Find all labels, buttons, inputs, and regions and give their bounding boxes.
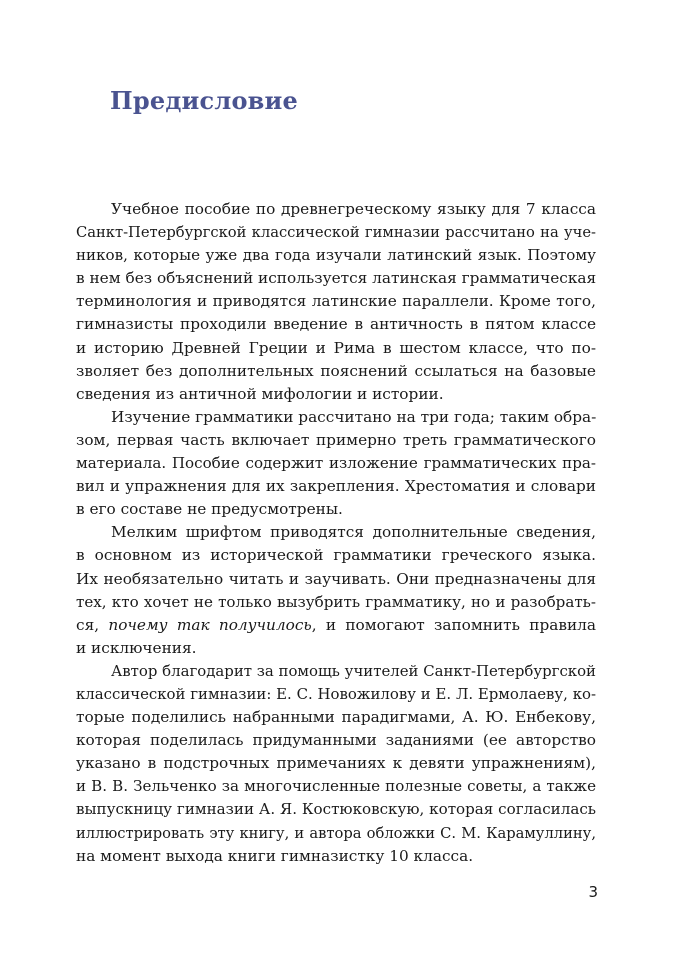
- text-line: торые поделились набранными парадигмами, А. Ю. Енбекову,: [76, 708, 596, 727]
- paragraph-1: [76, 198, 596, 406]
- text-line: в его составе не предусмотрены.: [76, 500, 343, 519]
- text-segment: ся,: [76, 615, 109, 634]
- text-line: материала. Пособие содержит изложение грамматических пра-: [76, 454, 596, 473]
- paragraph-3: [76, 521, 596, 660]
- text-line: сведения из античной мифологии и истории.: [76, 384, 444, 403]
- text-line: тех, кто хочет не только вызубрить грамматику, но и разобрать-: [76, 592, 596, 611]
- text-line: ников, которые уже два года изучали латинский язык. Поэтому: [76, 246, 596, 265]
- text-line: вил и упражнения для их закрепления. Хрестоматия и словари: [76, 477, 596, 496]
- text-line: Изучение грамматики рассчитано на три года; таким обра-: [111, 407, 597, 426]
- text-line: иллюстрировать эту книгу, и автора обложки С. М. Карамуллину,: [76, 824, 596, 842]
- text-line: и исключения.: [76, 638, 197, 657]
- text-line: Учебное пособие по древнегреческому языку для 7 класса: [111, 200, 596, 218]
- text-line: Мелким шрифтом приводятся дополнительные сведения,: [111, 523, 596, 542]
- text-line: которая поделилась придуманными заданиями (ее авторство: [76, 731, 596, 750]
- text-line-with-italic: [76, 614, 596, 637]
- text-line: терминология и приводятся латинские параллели. Кроме того,: [76, 292, 596, 311]
- italic-phrase: почему так получилось: [108, 615, 312, 634]
- paragraph-4: [76, 660, 596, 868]
- paragraph-2: [76, 406, 596, 521]
- text-line: указано в подстрочных примечаниях к девяти упражнениям),: [76, 754, 596, 773]
- text-line: зволяет без дополнительных пояснений ссылаться на базовые: [76, 361, 596, 380]
- text-line: Их необязательно читать и заучивать. Они предназначены для: [76, 569, 596, 588]
- text-line: выпускницу гимназии А. Я. Костюковскую, которая согласилась: [76, 800, 596, 819]
- text-segment: , и помогают запомнить правила: [311, 615, 596, 634]
- text-line: гимназисты проходили введение в античность в пятом классе: [76, 315, 596, 334]
- page-title: Предисловие: [110, 86, 299, 115]
- text-line: на момент выхода книги гимназистку 10 класса.: [76, 846, 474, 865]
- text-line: Автор благодарит за помощь учителей Санкт-Петербургской: [111, 661, 596, 680]
- text-line: в нем без объяснений используется латинская грамматическая: [76, 269, 597, 288]
- text-line: зом, первая часть включает примерно треть грамматического: [76, 430, 596, 449]
- body-text: [76, 198, 596, 868]
- text-line: и В. В. Зельченко за многочисленные полезные советы, а также: [76, 777, 596, 796]
- text-line: Санкт-Петербургской классической гимназии рассчитано на уче-: [76, 224, 596, 242]
- text-line: и историю Древней Греции и Рима в шестом классе, что по-: [76, 338, 596, 357]
- page-number: 3: [588, 883, 598, 901]
- text-line: в основном из исторической грамматики греческого языка.: [76, 546, 596, 565]
- text-line: классической гимназии: Е. С. Новожилову и Е. Л. Ермолаеву, ко-: [76, 684, 596, 703]
